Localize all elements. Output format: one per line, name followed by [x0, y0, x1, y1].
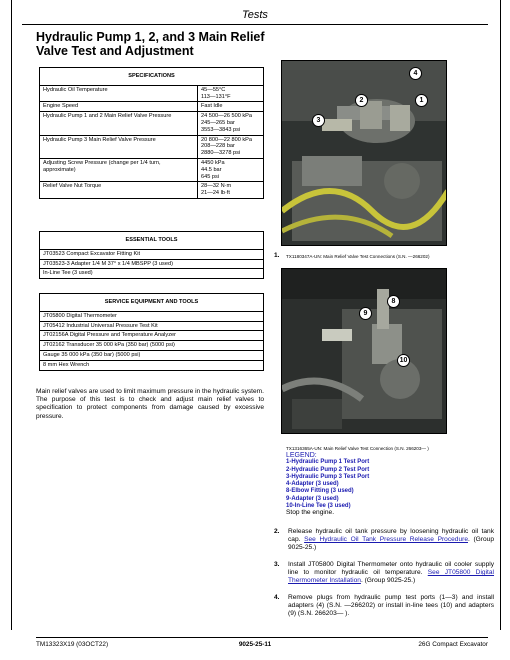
legend-item: 10-In-Line Tee (3 used): [286, 503, 351, 510]
step-number-3: 3.: [274, 561, 280, 568]
service-equipment-item: JT02156A Digital Pressure and Temperature Analyzer: [40, 331, 264, 341]
service-equipment-item: Gauge 35 000 kPa (350 bar) (5000 psi): [40, 350, 264, 360]
spec-value-line: 21—24 lb·ft: [201, 190, 230, 197]
photo-1-illustration: [282, 61, 447, 246]
step-1-text: Stop the engine.: [286, 509, 335, 516]
photo-1-caption: TX1180347A-UN: Main Relief Valve Test Connections (S.N. —266202): [286, 254, 430, 259]
footer-doc-id: TM13323X19 (03OCT22): [36, 641, 109, 648]
footer-page-number: 9025-25-11: [238, 641, 272, 648]
spec-value-line: 245—265 bar: [201, 119, 235, 126]
photo-2-illustration: [282, 269, 447, 434]
spec-value: [198, 85, 264, 102]
step-3: [288, 561, 494, 585]
callout-10: 10: [397, 354, 410, 367]
test-connections-photo-1: [281, 60, 447, 246]
essential-tools-table: [39, 231, 264, 279]
test-connections-photo-2: [281, 268, 447, 434]
legend-item: 2-Hydraulic Pump 2 Test Port: [286, 466, 370, 473]
spec-label: Hydraulic Pump 1 and 2 Main Relief Valve Pressure: [40, 112, 198, 135]
essential-tool-row: [40, 249, 264, 259]
service-equipment-item: JT05412 Industrial Universal Pressure Test Kit: [40, 321, 264, 331]
service-equipment-row: [40, 360, 264, 370]
legend-heading: LEGEND:: [286, 452, 317, 459]
footer-rule: [36, 637, 488, 638]
intro-paragraph: Main relief valves are used to limit maximum pressure in the hydraulic system. The purpose of this test is to check and adjust main relief valves to specification to protect components from damage caused by excessive pressure.: [36, 388, 264, 420]
spec-value-line: 24 500—26 500 kPa: [201, 113, 253, 120]
callout-9: 9: [359, 307, 372, 320]
service-equipment-row: [40, 341, 264, 351]
callout-2: 2: [355, 94, 368, 107]
callout-1: 1: [415, 94, 428, 107]
footer-machine: 26G Compact Excavator: [418, 641, 488, 648]
service-equipment-item: JT05800 Digital Thermometer: [40, 311, 264, 321]
step-3-text: Install JT05800 Digital Thermometer onto hydraulic oil cooler supply line to monitor hydraulic oil temperature.: [288, 561, 494, 576]
spec-value: [198, 112, 264, 135]
spec-label: Engine Speed: [40, 102, 198, 112]
spec-value: [198, 158, 264, 181]
spec-label: Hydraulic Pump 3 Main Relief Valve Pressure: [40, 135, 198, 158]
legend-item: 8-Elbow Fitting (3 used): [286, 488, 354, 495]
spec-value: [198, 102, 264, 112]
thermometer-installation-link[interactable]: See JT05800 Digital Thermometer Installation: [288, 569, 495, 584]
step-2-group: . (Group 9025-25.): [288, 536, 494, 551]
spec-row: [40, 112, 264, 135]
legend: [286, 452, 369, 510]
specifications-heading: SPECIFICATIONS: [40, 68, 264, 86]
spec-value-line: 45—55°C: [201, 86, 226, 93]
spec-value-line: 2880—3278 psi: [201, 150, 241, 157]
header-rule: [22, 24, 488, 25]
legend-item: 4-Adapter (3 used): [286, 481, 339, 488]
spec-value: [198, 135, 264, 158]
spec-value-line: 645 psi: [201, 173, 220, 180]
spec-value-line: 44.5 bar: [201, 166, 222, 173]
spec-row: [40, 102, 264, 112]
service-equipment-item: JT02162 Transducer 35 000 kPa (350 bar) (5000 psi): [40, 341, 264, 351]
callout-4: 4: [409, 67, 422, 80]
callout-8: 8: [387, 295, 400, 308]
legend-item: 9-Adapter (3 used): [286, 495, 339, 502]
spec-value: [198, 182, 264, 199]
essential-tools-heading: ESSENTIAL TOOLS: [40, 232, 264, 250]
spec-row: [40, 135, 264, 158]
step-2-text: Release hydraulic oil tank pressure by loosening hydraulic oil tank cap.: [288, 528, 494, 543]
spec-value-line: 3553—3843 psi: [201, 126, 241, 133]
essential-tool-item: JT03523 Compact Excavator Fitting Kit: [40, 249, 264, 259]
service-equipment-item: 8 mm Hex Wrench: [40, 360, 264, 370]
specifications-table: [39, 67, 264, 199]
tank-pressure-release-link[interactable]: See Hydraulic Oil Tank Pressure Release Procedure: [304, 536, 468, 543]
step-3-group: . (Group 9025-25.): [360, 577, 416, 584]
spec-value-line: 113—131°F: [201, 93, 231, 100]
service-equipment-row: [40, 331, 264, 341]
spec-label: Relief Valve Nut Torque: [40, 182, 198, 199]
service-equipment-row: [40, 321, 264, 331]
step-4-text: Remove plugs from hydraulic pump test ports (1—3) and install adapters (4) (S.N. —266202) or install in-line tees (10) and adapters (9) (S.N. 266203— ).: [288, 594, 494, 617]
spec-row: [40, 182, 264, 199]
spec-value-line: 28—32 N·m: [201, 183, 232, 190]
photo-2-caption: TX1316365A-UN: Main Relief Valve Test Connection (S.N. 266203— ): [286, 446, 429, 451]
spec-label: Adjusting Screw Pressure (change per 1/4 turn, approximate): [40, 158, 198, 181]
spec-value-line: 4450 kPa: [201, 159, 225, 166]
spec-row: [40, 158, 264, 181]
spec-label: Hydraulic Oil Temperature: [40, 85, 198, 102]
step-number-1: 1.: [274, 252, 280, 259]
legend-item: 3-Hydraulic Pump 3 Test Port: [286, 473, 370, 480]
spec-value-line: 208—228 bar: [201, 143, 235, 150]
essential-tool-row: [40, 269, 264, 279]
service-equipment-table: [39, 293, 264, 371]
step-number-2: 2.: [274, 528, 280, 535]
service-equipment-heading: SERVICE EQUIPMENT AND TOOLS: [40, 294, 264, 312]
service-equipment-row: [40, 350, 264, 360]
essential-tool-row: [40, 259, 264, 269]
spec-row: [40, 85, 264, 102]
section-header: Tests: [242, 9, 268, 21]
step-number-4: 4.: [274, 594, 280, 601]
service-equipment-row: [40, 311, 264, 321]
essential-tool-item: In-Line Tee (3 used): [40, 269, 264, 279]
step-2: [288, 528, 494, 552]
spec-value-line: 20 800—22 800 kPa: [201, 136, 253, 143]
essential-tool-item: JT03523-3 Adapter 1/4 M 37° x 1/4 MBSPP (3 used): [40, 259, 264, 269]
spec-value-line: Fast Idle: [201, 103, 223, 110]
page-title: Hydraulic Pump 1, 2, and 3 Main Relief Valve Test and Adjustment: [36, 30, 265, 58]
callout-3: 3: [312, 114, 325, 127]
legend-item: 1-Hydraulic Pump 1 Test Port: [286, 459, 370, 466]
